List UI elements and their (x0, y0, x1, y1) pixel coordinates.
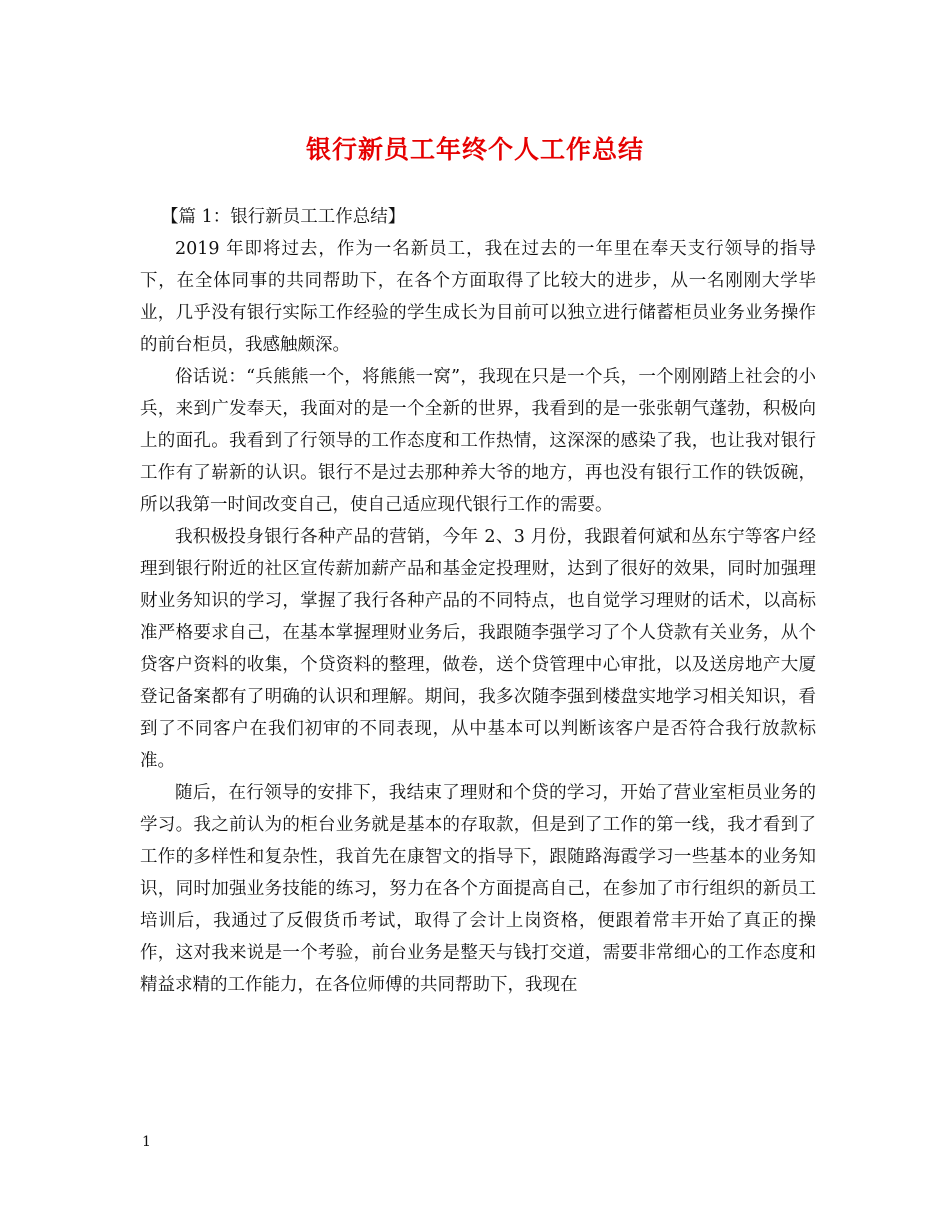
paragraph: 2019 年即将过去，作为一名新员工，我在过去的一年里在奉天支行领导的指导下，在全体同事的共同帮助下，在各个方面取得了比较大的进步，从一名刚刚大学毕业，几乎没有银行实际工作经验的学生成长为目前可以独立进行储蓄柜员业务业务操作的前台柜员，我感触颇深。 (140, 239, 816, 355)
section-heading: 【篇 1：银行新员工工作总结】 (161, 207, 406, 227)
document-body (140, 201, 816, 1001)
paragraph: 俗话说：“兵熊熊一个，将熊熊一窝”，我现在只是一个兵，一个刚刚踏上社会的小兵，来到广发奉天，我面对的是一个全新的世界，我看到的是一张张朝气蓬勃，积极向上的面孔。我看到了行领导的工作态度和工作热情，这深深的感染了我，也让我对银行工作有了崭新的认识。银行不是过去那种养大爷的地方，再也没有银行工作的铁饭碗，所以我第一时间改变自己，使自己适应现代银行工作的需要。 (140, 367, 816, 515)
paragraph: 随后，在行领导的安排下，我结束了理财和个贷的学习，开始了营业室柜员业务的学习。我之前认为的柜台业务就是基本的存取款，但是到了工作的第一线，我才看到了工作的多样性和复杂性，我首先在康智文的指导下，跟随路海霞学习一些基本的业务知识，同时加强业务技能的练习，努力在各个方面提高自己，在参加了市行组织的新员工培训后，我通过了反假货币考试，取得了会计上岗资格，便跟着常丰开始了真正的操作，这对我来说是一个考验，前台业务是整天与钱打交道，需要非常细心的工作态度和精益求精的工作能力，在各位师傅的共同帮助下，我现在 (140, 783, 816, 995)
paragraph: 我积极投身银行各种产品的营销，今年 2、3 月份，我跟着何斌和丛东宁等客户经理到银行附近的社区宣传薪加薪产品和基金定投理财，达到了很好的效果，同时加强理财业务知识的学习，掌握了我行各种产品的不同特点，也自觉学习理财的话术，以高标准严格要求自己，在基本掌握理财业务后，我跟随李强学习了个人贷款有关业务，从个贷客户资料的收集，个贷资料的整理，做卷，送个贷管理中心审批，以及送房地产大厦登记备案都有了明确的认识和理解。期间，我多次随李强到楼盘实地学习相关知识，看到了不同客户在我们初审的不同表现，从中基本可以判断该客户是否符合我行放款标准。 (140, 527, 816, 771)
page-number: 1 (142, 1134, 151, 1150)
document-title: 银行新员工年终个人工作总结 (305, 135, 644, 164)
